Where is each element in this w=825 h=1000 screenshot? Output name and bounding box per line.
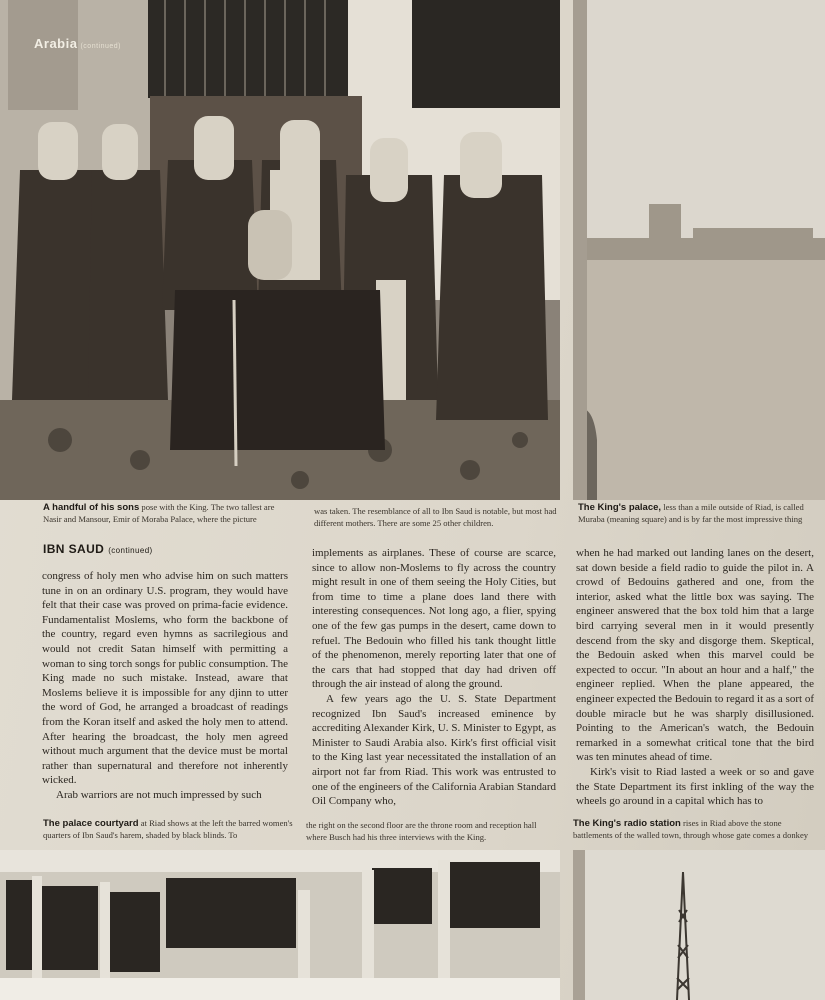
palace-caption-text: less than a mile outside of Riad, is called Muraba (meaning square) and is by far the most impressive thing: [578, 502, 804, 524]
top-caption-lead: A handful of his sons: [43, 502, 140, 513]
col3-paragraph-1: when he had marked out landing lanes on the desert, sat down beside a field radio to guide the pilot in. A crowd of Bedouins gathered and one, from the interior, asked what the little box was saying. The engineer answered that the box told him that a large bird carrying several men in it would presently descend from the sky and disgorge them. Skeptical, the Bedouin asked when this marvel could be expected to occur. "In about an hour and a half," the engineer replied. When the plane appeared, the engineer expected the Bedouin to regard it as a sort of double miracle but he was sharply disillusioned. Pointing to the American's watch, the Bedouin remarked in a somewhat critical tone that the bird was ten minutes ahead of time.: [576, 547, 814, 764]
courtyard-caption-left: [43, 818, 295, 841]
body-column-3: [576, 546, 814, 809]
body-column-1: [42, 569, 288, 803]
courtyard-caption-right: [306, 820, 556, 843]
photo-radio-station: [573, 850, 825, 1000]
top-caption-text-left: pose with the King. The two tallest are Nasir and Mansour, Emir of Moraba Palace, where the picture: [43, 502, 275, 524]
palace-caption: [578, 502, 814, 525]
top-caption-text-right: was taken. The resemblance of all to Ibn Saud is notable, but most had different mothers. There are some 25 other children.: [314, 506, 557, 528]
palace-caption-lead: The King's palace,: [578, 502, 662, 513]
col1-paragraph-1: congress of holy men who advise him on such matters tune in on an ordinary U.S. program, they would have felt that their case was proved on prima-facie evidence. Fundamentalist Moslems, who form the backbone of the country, regard even hymns as sacrilegious and would not credit Satan himself with permitting a woman to sing torch songs for public consumption. The King made no such mistake. Instead, aware that Moslems believe it is impossible for any djinn to utter the word of God, he arranged a broadcast of readings from the Koran itself and asked the holy men to attend. After hearing the broadcast, the holy men agreed without much argument that the device must be mortal rather than supernatural and therefore not inherently wicked.: [42, 570, 288, 787]
article-heading: [43, 542, 153, 556]
section-label: [34, 36, 121, 51]
courtyard-caption-lead: The palace courtyard: [43, 818, 139, 829]
radio-caption: [573, 818, 813, 841]
article-continued: (continued): [108, 546, 153, 555]
courtyard-caption-text-left: at Riad shows at the left the barred women's quarters of Ibn Saud's harem, shaded by black blinds. To: [43, 818, 293, 840]
photo-palace-courtyard: [0, 850, 560, 1000]
radio-caption-text: rises in Riad above the stone battlements of the walled town, through whose gate comes a donkey: [573, 818, 809, 840]
article-title: IBN SAUD: [43, 542, 105, 556]
radio-caption-lead: The King's radio station: [573, 818, 681, 829]
col3-paragraph-2: Kirk's visit to Riad lasted a week or so and gave the State Department its first inkling of the way the wheels go around in a capital which has to: [576, 765, 814, 808]
top-caption-right: [314, 506, 558, 529]
photo-kings-palace: [573, 0, 825, 500]
col1-paragraph-2: Arab warriors are not much impressed by such: [56, 788, 262, 801]
section-continued: (continued): [80, 43, 121, 50]
col2-paragraph-2: A few years ago the U. S. State Department recognized Ibn Saud's increased eminence by accrediting Alexander Kirk, U. S. Minister to Egypt, as Minister to Saudi Arabia also. Kirk's first official visit to the King last year necessitated the installation of an airport not far from Riad. This work was entrusted to one of the engineers of the California Arabian Standard Oil Company who,: [312, 692, 556, 808]
courtyard-caption-text-right: the right on the second floor are the throne room and reception hall where Busch had his three interviews with the King.: [306, 820, 537, 842]
section-title: Arabia: [34, 36, 78, 51]
photo-king-with-sons: [0, 0, 560, 500]
col2-paragraph-1: implements as airplanes. These of course are scarce, since to allow non-Moslems to fly across the country might result in one of them seeing the Holy Cities, but from time to time a plane does land there with interesting consequences. Not long ago, a flier, spying one of the few gas pumps in the desert, came down to refuel. The Bedouin who filled his tank thought little of the phenomenon, merely reporting later that one of the cars that had stopped that day had driven off through the air instead of along the ground.: [312, 547, 556, 691]
top-caption-left: [43, 502, 295, 525]
body-column-2: [312, 546, 556, 809]
